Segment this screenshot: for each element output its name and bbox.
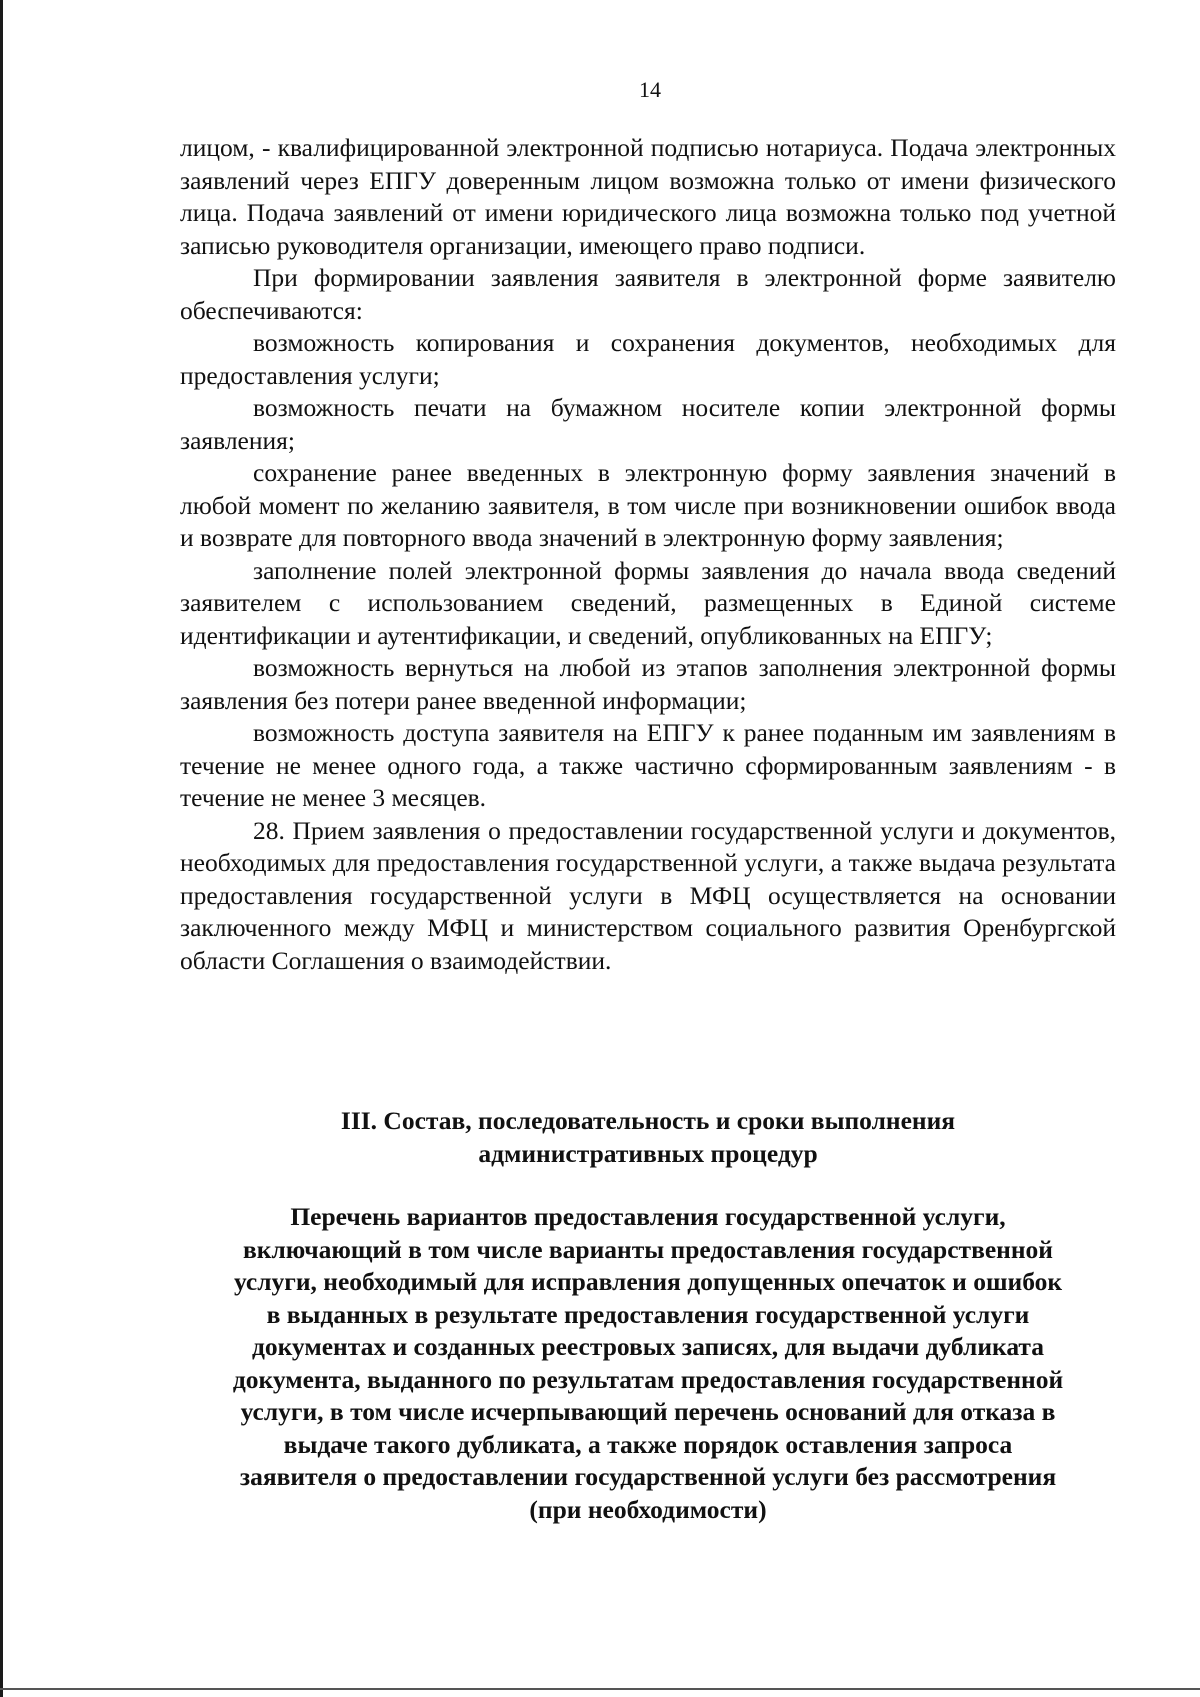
list-item: возможность доступа заявителя на ЕПГУ к ранее поданным им заявлениям в течение не менее одного года, а также частично сформированным заявлениям - в течение не менее 3 месяцев. bbox=[180, 718, 1116, 812]
section-heading-line: административных процедур bbox=[478, 1138, 818, 1168]
list-item: возможность печати на бумажном носителе копии электронной формы заявления; bbox=[180, 393, 1116, 455]
subsection-heading-line: в выданных в результате предоставления государственной услуги bbox=[266, 1299, 1030, 1329]
paragraph-continuation: лицом, - квалифицированной электронной подписью нотариуса. Подача электронных заявлений через ЕПГУ доверенным лицом возможна только от имени физического лица. Подача заявлений от имени юридического лица возможна только под учетной записью руководителя организации, имеющего право подписи. bbox=[180, 133, 1116, 260]
subsection-heading-line: выдаче такого дубликата, а также порядок оставления запроса bbox=[283, 1429, 1013, 1459]
list-item: возможность вернуться на любой из этапов заполнения электронной формы заявления без потери ранее введенной информации; bbox=[180, 653, 1116, 715]
paragraph-28: 28. Прием заявления о предоставлении государственной услуги и документов, необходимых для предоставления государственной услуги, а также выдача результата предоставления государственной услуги в МФЦ осуществляется на основании заключенного между МФЦ и министерством социального развития Оренбургской области Соглашения о взаимодействии. bbox=[180, 815, 1116, 975]
subsection-heading-line: документах и созданных реестровых записях, для выдачи дубликата bbox=[251, 1332, 1045, 1361]
body-text bbox=[180, 132, 1116, 977]
subsection-heading-line: услуги, в том числе исчерпывающий перечень оснований для отказа в bbox=[240, 1397, 1056, 1426]
subsection-heading-line: Перечень вариантов предоставления государственной услуги, bbox=[290, 1202, 1006, 1231]
section-heading bbox=[180, 1105, 1116, 1170]
headings bbox=[180, 1105, 1116, 1526]
page-number: 14 bbox=[639, 77, 661, 102]
page-bottom-edge bbox=[0, 1688, 1200, 1690]
subsection-heading bbox=[180, 1201, 1116, 1526]
subsection-heading-line: заявителя о предоставлении государственной услуги без рассмотрения bbox=[239, 1462, 1057, 1491]
subsection-heading-line: включающий в том числе варианты предоставления государственной bbox=[242, 1234, 1053, 1264]
subsection-heading-line: (при необходимости) bbox=[529, 1494, 767, 1524]
subsection-heading-line: документа, выданного по результатам предоставления государственной bbox=[232, 1364, 1064, 1394]
subsection-heading-line: услуги, необходимый для исправления допущенных опечаток и ошибок bbox=[233, 1267, 1063, 1296]
list-item: сохранение ранее введенных в электронную форму заявления значений в любой момент по желанию заявителя, в том числе при возникновении ошибок ввода и возврате для повторного ввода значений в электронную форму заявления; bbox=[180, 458, 1116, 552]
paragraph: При формировании заявления заявителя в электронной форме заявителю обеспечиваются: bbox=[180, 263, 1116, 325]
page-left-edge bbox=[0, 0, 3, 1697]
list-item: возможность копирования и сохранения документов, необходимых для предоставления услуги; bbox=[180, 328, 1116, 390]
section-heading-line: III. Состав, последовательность и сроки выполнения bbox=[340, 1106, 956, 1135]
list-item: заполнение полей электронной формы заявления до начала ввода сведений заявителем с использованием сведений, размещенных в Единой системе идентификации и аутентификации, и сведений, опубликованных на ЕПГУ; bbox=[180, 555, 1116, 650]
